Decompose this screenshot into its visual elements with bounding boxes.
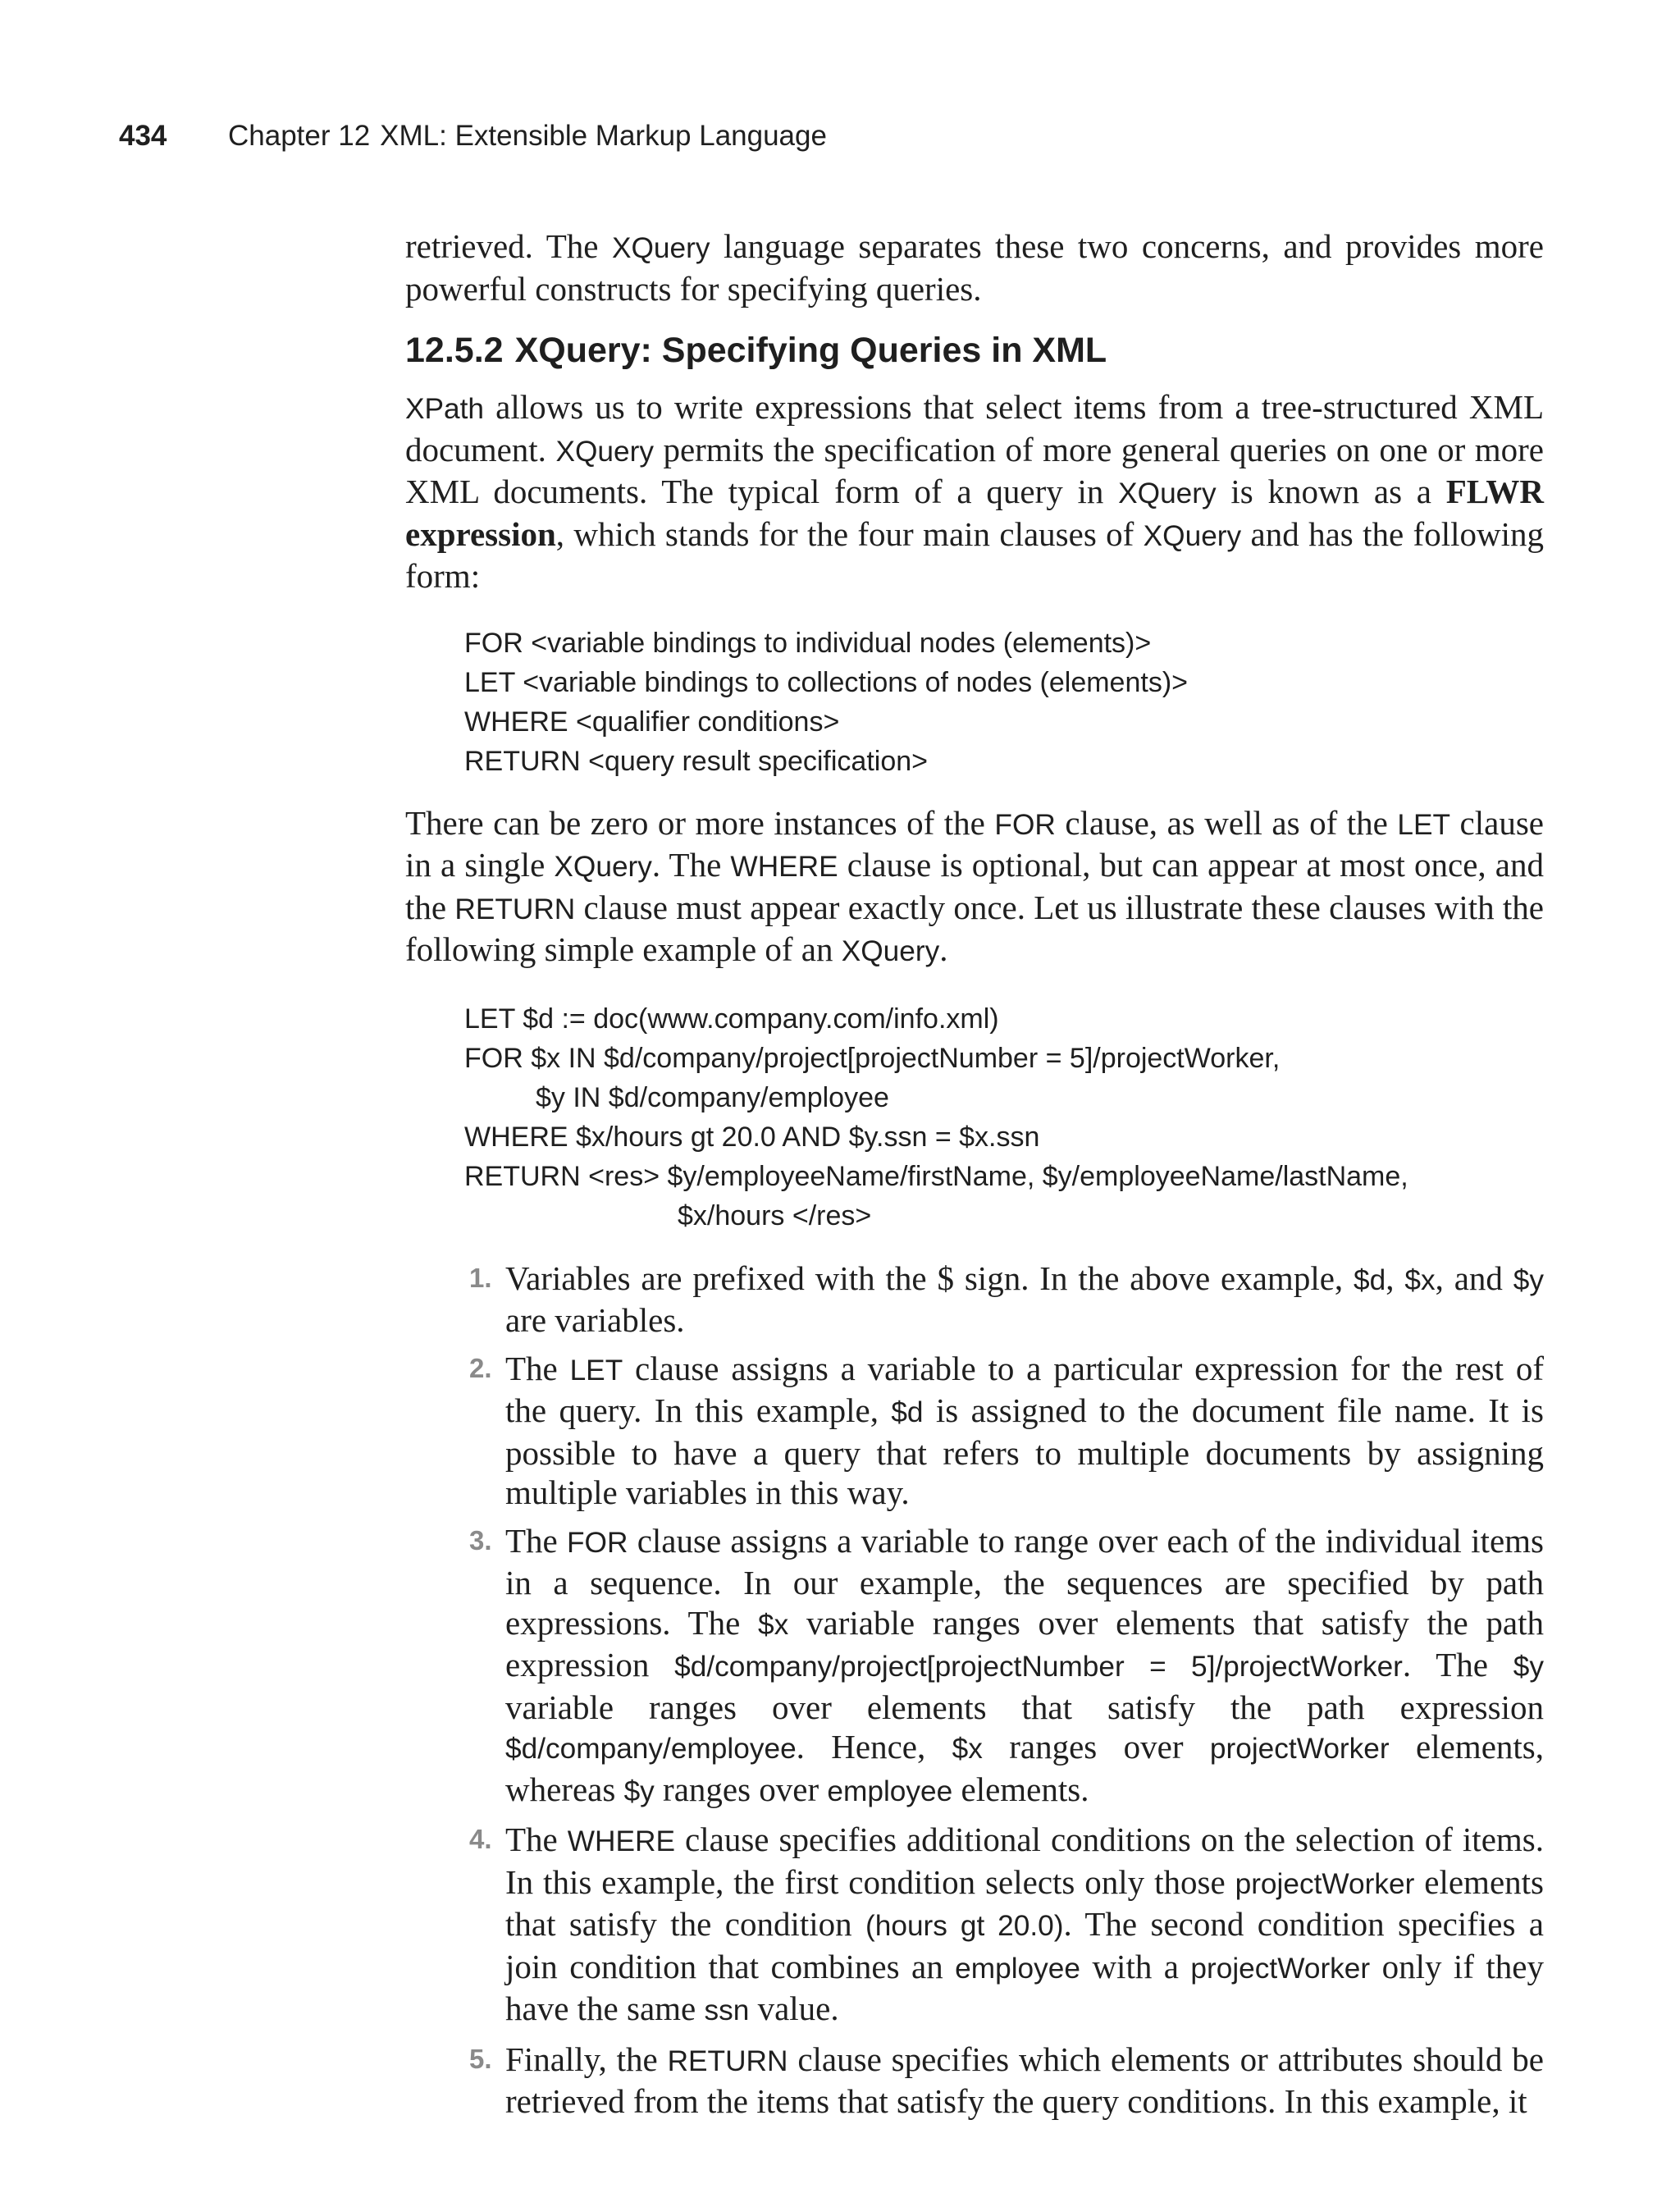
- list-item: 5. Finally, the RETURN clause specifies which elements or attributes should be retrieved from the items that satisfy the query conditions. In this example, it: [469, 2040, 1544, 2120]
- flwr-term: FLWR expression: [405, 473, 1544, 553]
- code-line: RETURN <res> $y/employeeName/firstName, $y/employeeName/lastName,: [464, 1160, 1408, 1192]
- code-line: FOR $x IN $d/company/project[projectNumber = 5]/projectWorker,: [464, 1042, 1281, 1074]
- code-line: WHERE <qualifier conditions>: [464, 706, 840, 738]
- list-item: 2. The LET clause assigns a variable to a particular expression for the rest of the query. In this example, $d is assigned to the document file name. It is possible to have a query that refers to multiple documents by assigning multiple variables in this way.: [469, 1349, 1545, 1511]
- main-text-column: [405, 226, 1544, 2130]
- code-line: $x/hours </res>: [678, 1199, 872, 1231]
- running-header: [119, 116, 827, 156]
- code-line: WHERE $x/hours gt 20.0 AND $y.ssn = $x.ssn: [464, 1121, 1040, 1153]
- page-number: 434: [119, 120, 167, 152]
- code-line: LET <variable bindings to collections of nodes (elements)>: [464, 666, 1188, 698]
- chapter-title: XML: Extensible Markup Language: [380, 120, 827, 152]
- list-item-number: 5.: [469, 2043, 492, 2074]
- list-item-number: 3.: [469, 1524, 492, 1556]
- section-heading: [405, 327, 1544, 373]
- list-item: 4. The WHERE clause specifies additional conditions on the selection of items. In this example, the first condition selects only those projectWorker elements that satisfy the condition (hours gt 20.0). The second condition specifies a join condition that combines an employee with a projectWorker only if they have the same ssn value.: [469, 1821, 1544, 2027]
- list-item: 1. Variables are prefixed with the $ sign. In the above example, $d, $x, and $y are variables.: [469, 1259, 1545, 1339]
- code-line: RETURN <query result specification>: [464, 745, 929, 777]
- code-line: FOR <variable bindings to individual nodes (elements)>: [464, 627, 1152, 659]
- list-item-number: 1.: [469, 1262, 492, 1293]
- code-line: $y IN $d/company/employee: [536, 1081, 889, 1113]
- code-line: LET $d := doc(www.company.com/info.xml): [464, 1003, 999, 1035]
- numbered-list: [405, 1259, 1544, 2122]
- section-title: XQuery: Specifying Queries in XML: [514, 331, 1107, 370]
- intro-paragraph: retrieved. The XQuery language separates these two concerns, and provides more powerful constructs for specifying queries.: [405, 227, 1544, 308]
- chapter-label: Chapter 12: [228, 120, 371, 152]
- clauses-paragraph: There can be zero or more instances of the FOR clause, as well as of the LET clause in a single XQuery. The WHERE clause is optional, but can appear at most once, and the RETURN clause must appear exactly once. Let us illustrate these clauses with the following simple example of an XQuery.: [405, 803, 1544, 968]
- flwr-form-block: [464, 624, 1544, 781]
- list-item-number: 2.: [469, 1352, 492, 1383]
- flwr-paragraph: XPath allows us to write expressions that select items from a tree-structured XML document. XQuery permits the specification of more general queries on one or more XML documents. The typical form of a query in XQuery is known as a FLWR expression, which stands for the four main clauses of XQuery and has the following form:: [405, 388, 1544, 595]
- list-item: 3. The FOR clause assigns a variable to range over each of the individual items in a sequence. In our example, the sequences are specified by path expressions. The $x variable ranges over elements that satisfy the path expression $d/company/project[projectNumber = 5]/projectWorker. The $y variable ranges over elements that satisfy the path expression $d/company/employee. Hence, $x ranges over projectWorker elements, whereas $y ranges over employee elements.: [469, 1521, 1545, 1808]
- section-number: 12.5.2: [405, 331, 504, 370]
- example-query-block: [464, 999, 1544, 1236]
- list-item-number: 4.: [469, 1824, 492, 1854]
